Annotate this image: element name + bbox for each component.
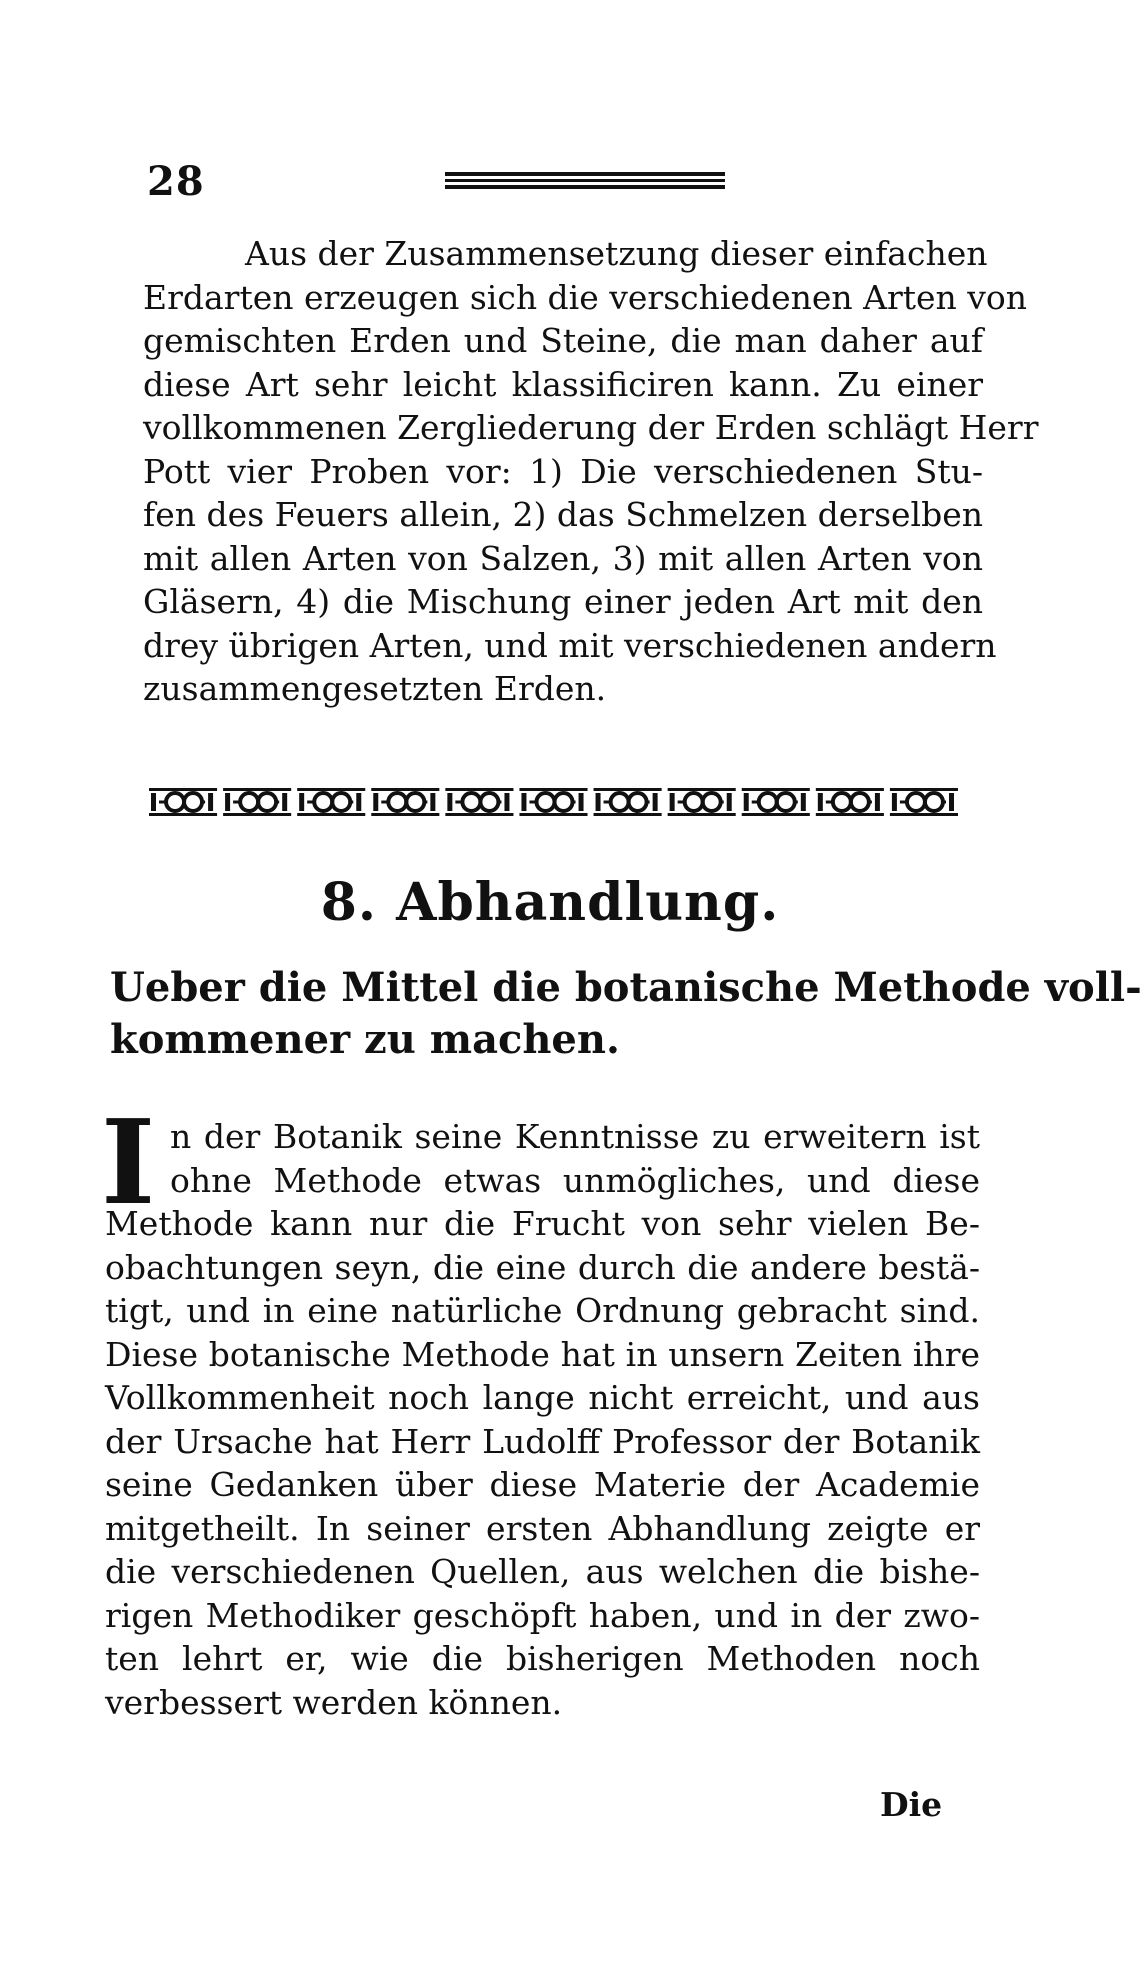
text-line: der Ursache hat Herr Ludolff Professor der Botanik: [105, 1421, 980, 1461]
text-line: rigen Methodiker geschöpft haben, und in der zwo-: [105, 1595, 980, 1635]
fleuron-ornament: [445, 788, 513, 816]
drop-cap: I: [101, 1095, 156, 1231]
fleuron-ornament: [890, 788, 958, 816]
text-line: drey übrigen Arten, und mit verschiedenen andern: [143, 625, 997, 665]
text-line: mitgetheilt. In seiner ersten Abhandlung zeigte er: [105, 1508, 980, 1548]
subtitle-line: Ueber die Mittel die botanische Methode voll-: [110, 964, 1142, 1011]
text-line: Pott vier Proben vor: 1) Die verschiedenen Stu-: [143, 451, 983, 491]
ornamental-divider: [147, 785, 962, 819]
text-line: Vollkommenheit noch lange nicht erreicht, und aus: [105, 1378, 980, 1417]
text-line: vollkommenen Zergliederung der Erden schlägt Herr: [143, 408, 1039, 447]
fleuron-ornament: [223, 788, 291, 816]
text-line: seine Gedanken über diese Materie der Academie: [105, 1465, 980, 1504]
text-line: Gläsern, 4) die Mischung einer jeden Art mit den: [143, 582, 983, 621]
text-line: obachtungen seyn, die eine durch die andere bestä-: [105, 1247, 980, 1287]
section-subtitle: [110, 962, 1142, 1066]
text-line: n der Botanik seine Kenntnisse zu erweitern ist: [170, 1117, 980, 1156]
text-line: Methode kann nur die Frucht von sehr vielen Be-: [105, 1204, 980, 1243]
subtitle-line: kommener zu machen.: [110, 1016, 620, 1063]
text-line: zusammengesetzten Erden.: [143, 669, 607, 708]
text-line: Erdarten erzeugen sich die verschiedenen Arten von: [143, 277, 1028, 317]
text-line: ohne Methode etwas unmögliches, und diese: [170, 1160, 980, 1200]
text-line: diese Art sehr leicht klassificiren kann. Zu einer: [143, 364, 983, 404]
header-rule-line: [445, 179, 725, 182]
fleuron-ornament: [594, 788, 662, 816]
text-line: ten lehrt er, wie die bisherigen Methoden noch: [105, 1639, 980, 1678]
page-number: 28: [147, 158, 205, 205]
section-heading: 8. Abhandlung.: [320, 872, 780, 933]
fleuron-ornament: [297, 788, 365, 816]
header-rule-line: [445, 172, 725, 176]
text-line: Aus der Zusammensetzung dieser einfachen: [245, 234, 988, 273]
text-line: mit allen Arten von Salzen, 3) mit allen Arten von: [143, 538, 983, 578]
header-rule-line: [445, 185, 725, 189]
fleuron-ornament: [519, 788, 587, 816]
text-line: verbessert werden können.: [105, 1682, 563, 1722]
fleuron-ornament: [816, 788, 884, 816]
fleuron-ornament: [371, 788, 439, 816]
text-line: Diese botanische Methode hat in unsern Zeiten ihre: [105, 1334, 980, 1374]
catchword: Die: [880, 1785, 943, 1824]
paragraph-intro: [143, 232, 1039, 711]
text-line: gemischten Erden und Steine, die man daher auf: [143, 321, 983, 360]
text-line: die verschiedenen Quellen, aus welchen die bishe-: [105, 1552, 980, 1591]
fleuron-ornament: [149, 788, 217, 816]
header-rule: [445, 172, 725, 190]
text-line: tigt, und in eine natürliche Ordnung gebracht sind.: [105, 1291, 980, 1330]
fleuron-ornament: [668, 788, 736, 816]
fleuron-ornament: [742, 788, 810, 816]
paragraph-main: [101, 1095, 980, 1724]
text-line: fen des Feuers allein, 2) das Schmelzen derselben: [143, 495, 983, 534]
